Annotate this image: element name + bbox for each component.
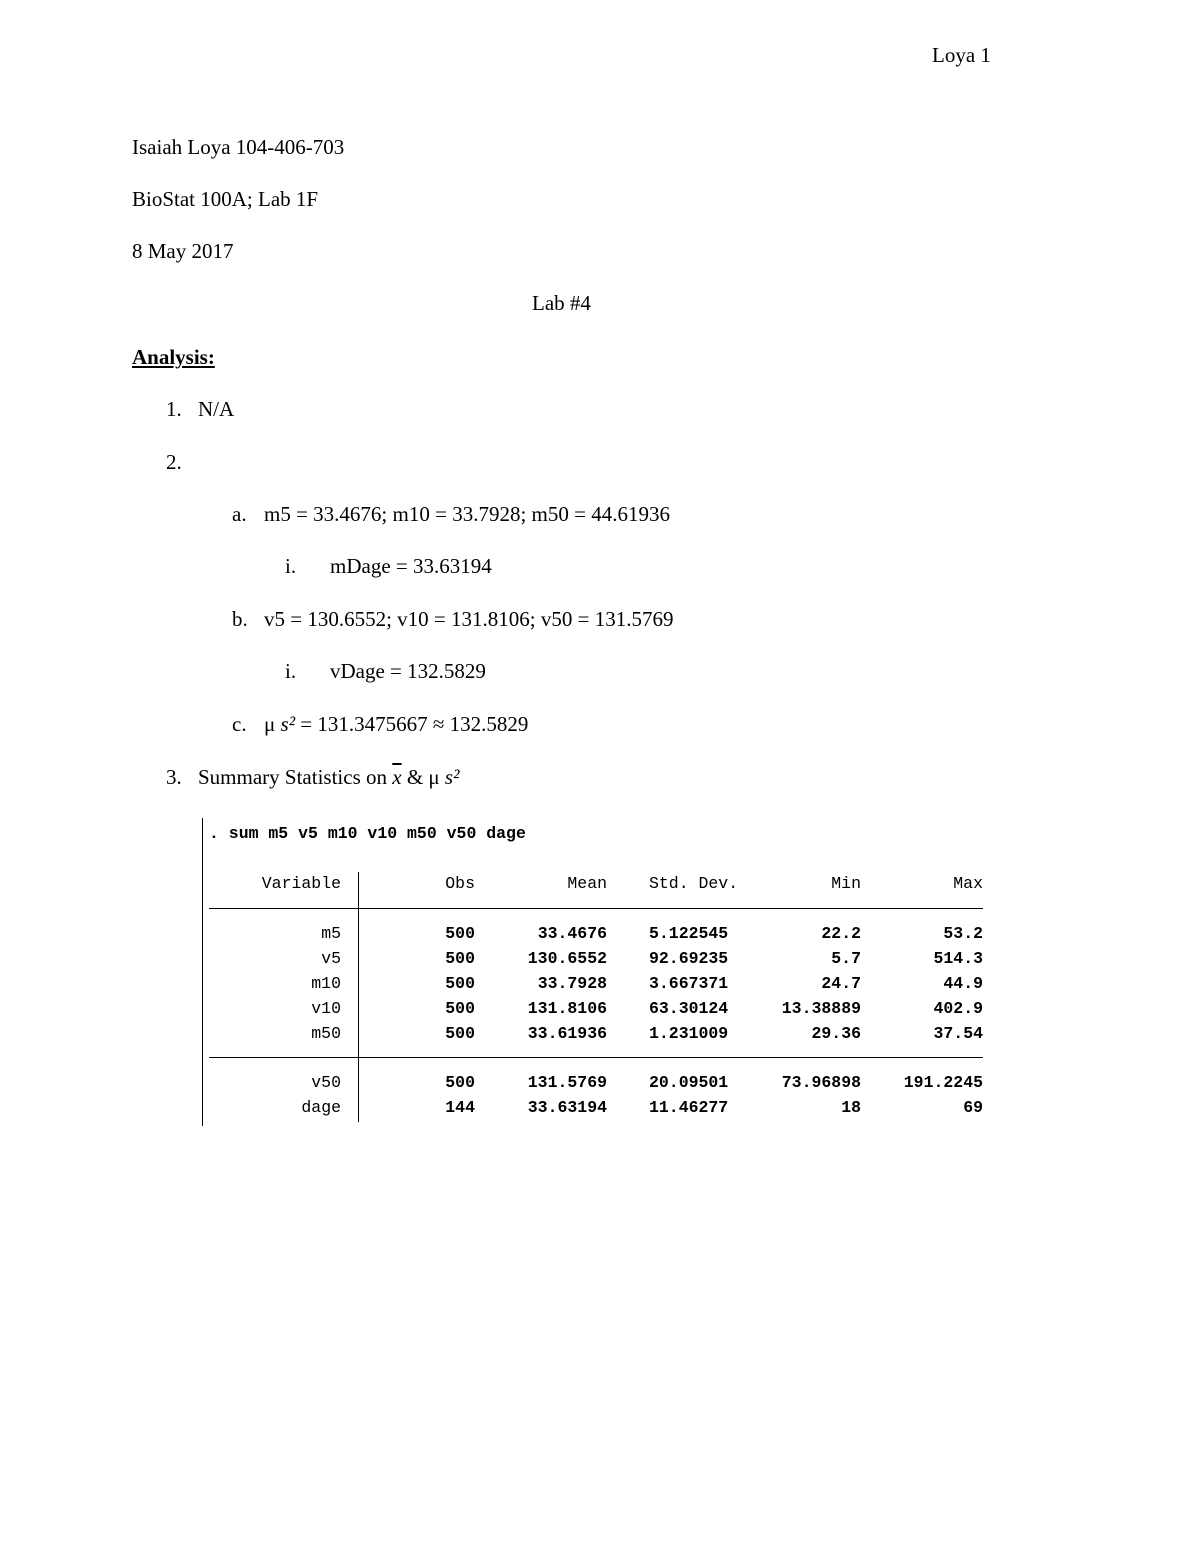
sub-item-a-i	[285, 553, 492, 579]
variable-cell: dage	[301, 1098, 341, 1117]
s-squared: s²	[444, 765, 460, 789]
column-header: Obs	[445, 874, 475, 893]
variable-cell: v50	[311, 1073, 341, 1092]
max-cell: 191.2245	[903, 1073, 983, 1092]
table-row	[203, 974, 993, 999]
list-text: N/A	[198, 397, 235, 421]
x-bar-symbol: $\overline{x}$	[392, 765, 402, 789]
table-row	[203, 949, 993, 974]
sub-text: m5 = 33.4676; m10 = 33.7928; m50 = 44.61936	[264, 502, 670, 526]
table-row	[203, 999, 993, 1024]
table-row	[203, 1073, 993, 1098]
variable-cell: m5	[321, 924, 341, 943]
variable-cell: m50	[311, 1024, 341, 1043]
sd-cell: 1.231009	[649, 1024, 729, 1043]
variable-cell: v10	[311, 999, 341, 1018]
max-cell: 69	[963, 1098, 983, 1117]
sd-cell: 63.30124	[649, 999, 729, 1018]
group-rule	[209, 1057, 983, 1058]
sub-label: c.	[232, 712, 247, 736]
list-number: 1.	[166, 397, 182, 421]
obs-cell: 500	[445, 924, 475, 943]
sub-text: = 131.3475667 ≈ 132.5829	[300, 712, 529, 736]
variable-cell: m10	[311, 974, 341, 993]
mean-cell: 130.6552	[527, 949, 607, 968]
mu-symbol: μ	[264, 712, 276, 736]
min-cell: 22.2	[821, 924, 861, 943]
obs-cell: 500	[445, 974, 475, 993]
sub-text: v5 = 130.6552; v10 = 131.8106; v50 = 131.5769	[264, 607, 674, 631]
analysis-heading: Analysis:	[132, 345, 215, 369]
sub-item-a	[232, 501, 670, 527]
obs-cell: 144	[445, 1098, 475, 1117]
max-cell: 37.54	[933, 1024, 983, 1043]
date-line: 8 May 2017	[132, 239, 234, 263]
max-cell: 44.9	[943, 974, 983, 993]
sub-text: vDage = 132.5829	[330, 659, 486, 683]
mean-cell: 33.61936	[527, 1024, 607, 1043]
sd-cell: 3.667371	[649, 974, 729, 993]
variable-cell: v5	[321, 949, 341, 968]
sub-label: i.	[285, 554, 297, 578]
sub-item-c	[232, 711, 528, 737]
list-text: Summary Statistics on	[198, 765, 387, 789]
column-header: Min	[831, 874, 861, 893]
min-cell: 29.36	[811, 1024, 861, 1043]
column-header: Mean	[567, 874, 607, 893]
course-line: BioStat 100A; Lab 1F	[132, 187, 319, 211]
sub-item-b-i	[285, 658, 486, 684]
s-squared: s²	[280, 712, 295, 736]
max-cell: 514.3	[933, 949, 983, 968]
list-number: 3.	[166, 765, 182, 789]
table-row	[203, 1024, 993, 1049]
running-head: Loya 1	[932, 43, 991, 67]
sd-cell: 5.122545	[649, 924, 729, 943]
obs-cell: 500	[445, 1073, 475, 1092]
mean-cell: 33.4676	[537, 924, 607, 943]
list-item-1	[166, 396, 234, 422]
sub-item-b	[232, 606, 673, 632]
mean-cell: 33.7928	[537, 974, 607, 993]
list-item-2	[166, 449, 198, 475]
max-cell: 53.2	[943, 924, 983, 943]
obs-cell: 500	[445, 999, 475, 1018]
sd-cell: 92.69235	[649, 949, 729, 968]
min-cell: 24.7	[821, 974, 861, 993]
obs-cell: 500	[445, 1024, 475, 1043]
column-header: Max	[953, 874, 983, 893]
table-header-row	[203, 874, 993, 899]
sub-label: b.	[232, 607, 248, 631]
sub-text: mDage = 33.63194	[330, 554, 492, 578]
mean-cell: 131.5769	[527, 1073, 607, 1092]
sub-label: i.	[285, 659, 297, 683]
sd-cell: 20.09501	[649, 1073, 729, 1092]
max-cell: 402.9	[933, 999, 983, 1018]
stata-command: . sum m5 v5 m10 v10 m50 v50 dage	[209, 824, 526, 843]
author-line: Isaiah Loya 104-406-703	[132, 135, 345, 159]
obs-cell: 500	[445, 949, 475, 968]
table-row	[203, 1098, 993, 1123]
min-cell: 18	[841, 1098, 861, 1117]
document-title: Lab #4	[532, 291, 591, 315]
table-row	[203, 924, 993, 949]
list-number: 2.	[166, 450, 182, 474]
mean-cell: 33.63194	[527, 1098, 607, 1117]
min-cell: 73.96898	[781, 1073, 861, 1092]
sd-cell: 11.46277	[649, 1098, 729, 1117]
header-rule	[209, 908, 983, 909]
min-cell: 5.7	[831, 949, 861, 968]
column-header: Variable	[261, 874, 341, 893]
mean-cell: 131.8106	[527, 999, 607, 1018]
min-cell: 13.38889	[781, 999, 861, 1018]
list-text-rest: & μ	[406, 765, 440, 789]
sub-label: a.	[232, 502, 247, 526]
list-item-3	[166, 764, 459, 790]
column-header: Std. Dev.	[649, 874, 739, 893]
stata-output	[202, 818, 993, 1126]
